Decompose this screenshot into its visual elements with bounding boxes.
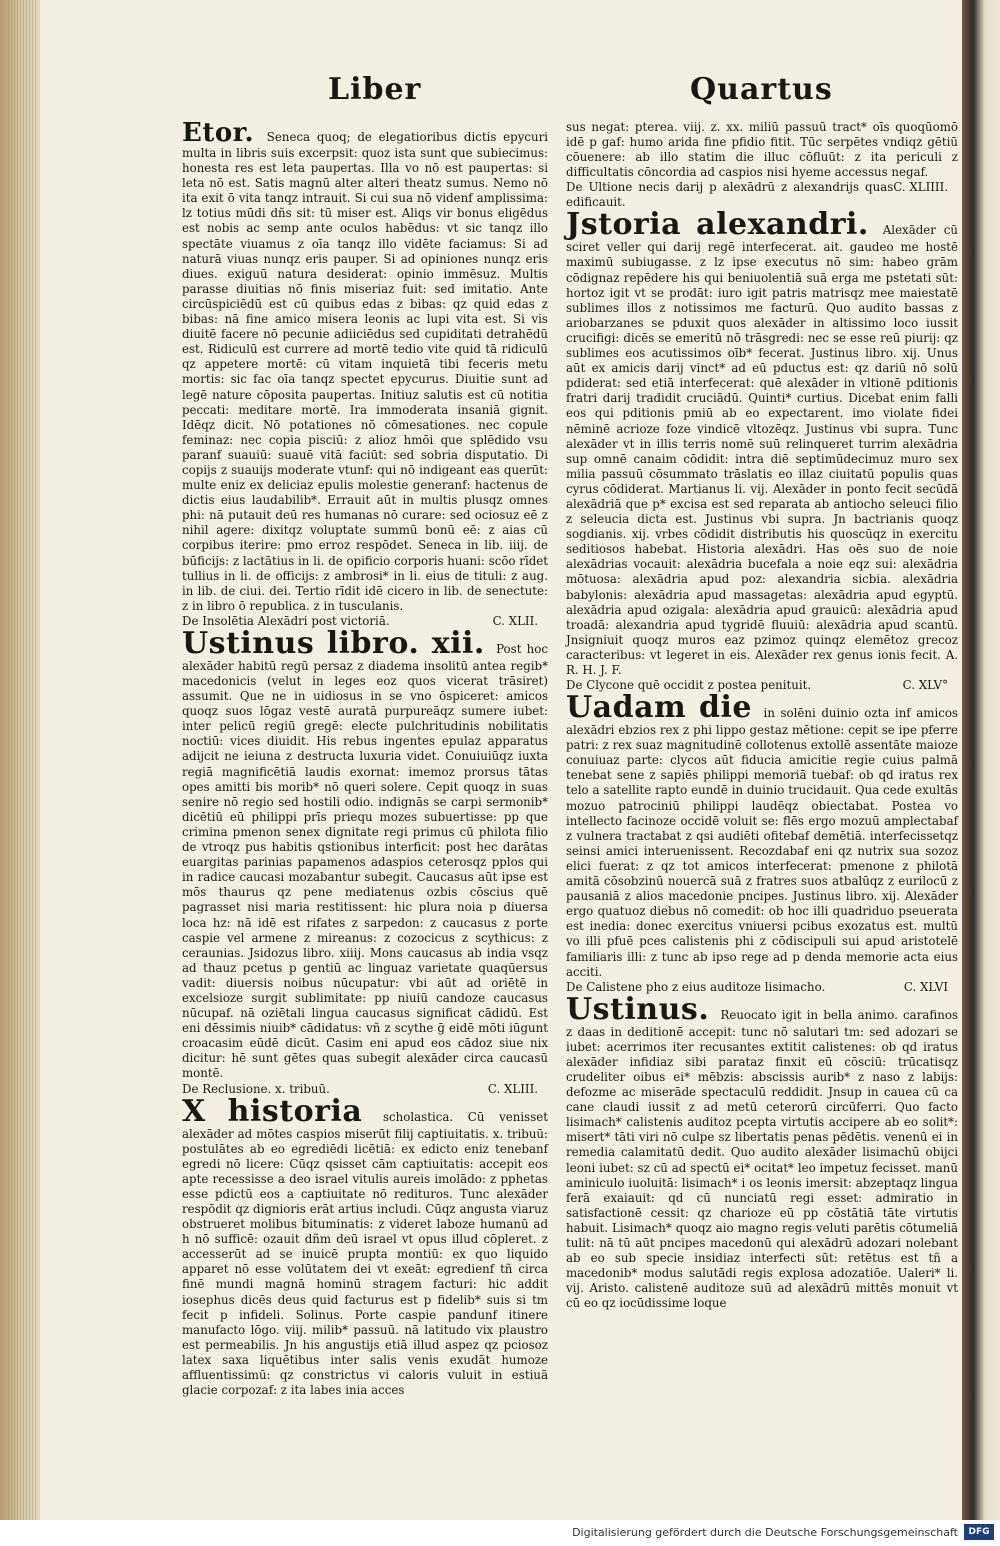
footer-credit: Digitalisierung gefördert durch die Deutsche Forschungsgemeinschaft [572, 1526, 958, 1539]
running-head-right: Quartus [690, 72, 833, 107]
drop-initial: Uadam die [566, 690, 752, 726]
paragraph-text: in solēni duinio ozta inf amicos alexādri ebzios rex z phi lippo gestaz mētione: cepit se ipe pferre patri: z rex suaz magnitudinē collotenus extollē assentāte maioze conuiuaz parte: clycos aūt fiducia amicitie regie cuius palmā tenebat sene z sapiēs philippi memoriā tuebaf: ob qd iratus rex telo a satellite rapto eundē in duinio trucidauit. Qua cede exultās mozuo patrociniū philippi laudēqz obiectabat. Postea vo intellecto facinoze occidē voluit se: flēs ergo mozuū amplectabaf z vulnera tractabat z qsi audiēti ofitebaf demētiā. interfecissetqz seinsi amici interuenissent. Recozdabaf eni qz nutrix sua sozoz elici fuerat: z qz tot amicos interfecerat: pmenone z philotā amitā cōsobzinū nouercā suā z fratres suos atbalūqz z eurilocū z pausaniā z alios macedonie pncipes. Justinus libro. xij. Alexāder ergo quatuoz diebus nō comedit: ob hoc illi quadriduo pseuerata est inedia: donec exercitus vniuersi pcibus exozatus est. multū vo illi pfuē pces calistenis phi z cōdiscipuli sui apud aristotelē familiaris illi: z tunc ab ipso rege ad p denda memorie acta eius acciti. [566, 706, 958, 979]
chapter-number: C. XLV° [902, 678, 948, 693]
paragraph-46 [566, 991, 958, 1312]
paragraph-45 [566, 690, 958, 980]
drop-initial: X historia [182, 1093, 363, 1129]
paragraph-text: Alexāder cū sciret veller qui darij regē interfecerat. ait. gaudeo me hostē maximū subiugasse. z lz ipse executus nō sim: habeo grām cōdignaz repēdere his qui beniuolentiā suā erga me pstetati sūt: hortoz igit vt se prodāt: iuro igit patris matrisqz mee maiestatē sublimes illos z notissimos me facturū. Quo audito bassas z ariobarzanes se pduxit quos alexāder in altissimo loco iussit crucifigi: dicēs se emeritū nō trāsgredi: nec se esse reū piurij: qz sublimes eos acutissimos oīb* fecerat. Justinus libro. xij. Unus aūt ex amicis darij vinct* ad eū pductus est: qz dariū nō solū pdiderat: sed etiā interfecerat: quē alexāder in vltionē pditionis fratri darij tradidit cruciādū. Quinti* curtius. Dicebat enim falli eos qui pditionis pmiū ab eo expectarent. imo violate fidei nēminē acrioze foze vindicē vltozēqz. Justinus vbi supra. Tunc alexāder vt in illis terris nomē suū relinqueret turrim alexādria sup omnē canaim cōdidit: intra diē septimūdecimuz muro sex milia passuū cōsummato trāslatis eo illaz ciuitatū populis quas cyrus cōdiderat. Martianus li. vij. Alexāder in ponto fecit secūdā alexādriā que p* excisa est sed reparata ab antiocho seleuci filio z seleucia dicta est. Justinus vbi supra. Jn bactrianis quoqz sogdianis. xij. vrbes cōdidit distributis his quoscūqz in exercitu seditiosos habebat. Historia alexādri. Has oēs suo de noie alexādrias vocauit: alexādria bucefala a noie eqz sui: alexādria mōtuosa: alexādria apud poz: alexandria sicbia. alexādria babylonis: alexādria apud massagetas: alexādria apud egyptū. alexādria apud ozigala: alexādria apud grauicū: alexādria apud troadā: alexandria apud tygridē fluuiū: alexādria apud scantū. Jnsigniuit quoqz muros eaz pzimoz quinqz elemētoz grecoz caracteribus: vt legeret in eis. Alexāder rex genus ionis fecit. A. R. H. J. F. [566, 223, 959, 677]
running-head-left: Liber [328, 72, 422, 107]
chapter-number: C. XLIIII. [893, 180, 948, 195]
book-gutter [962, 0, 1000, 1520]
paragraph-43 [182, 1093, 548, 1399]
drop-initial: Jstoria alexandri. [566, 207, 869, 243]
paragraph-text: Seneca quoq; de elegatioribus dictis epycuri multa in libris suis excerpsit: quoz ista sunt que subiecimus: honesta res est leta paupertas. Illa vo nō est paupertas: si leta nō est. Satis magnū alter alteri theatz sumus. Nemo nō ita exit ō vita tanqz intrauit. Si cui sua nō videnf amplissima: lz totius mūdi dñs sit: tū miser est. Aliqs vir bonus eligēdus est nobis ac semp ante oculos habēdus: vt sic tanqz illo spectāte viuamus z oīa tanqz illo vidēte faciamus: Si ad naturā viuas nunqz eris pauper. Si ad opiniones nunqz eris diues. exiguū natura desiderat: opinio immēsuz. Multis parasse diuitias nō finis miseriaz fuit: sed imitatio. Ante circūspiciēdū est cū quibus edas z bibas: qz quid edas z bibas: nā fine amico misera leonis ac lupi vita est. Si vis diuitē facere nō pecunie adiiciēdus sed cupiditati detrahēdū est. Ridiculū est currere ad mortē tedio vite quid tā ridiculū qz appetere mortē: cū vitam inquietā tibi feceris metu mortis: sic fac oīa tanqz spectet epycurus. Diuitie sunt ad legē nature cōposita paupertas. Initiuz salutis est cū notitia peccati: meditare mortē. Ira immoderata insaniā gignit. Idēqz dicit. Nō potationes nō cōmesationes. nec copule feminaz: nec copia pisciū: z alioz hmōi que splēdido vsu paranf suauiū: suauē vitā faciūt: sed sobria disputatio. Di copijs z suauijs moderate vtunf: qui nō indigeant eas querūt: multe eniz ex deliciaz epulis molestie generanf: hactenus de dictis eius laudabilib*. Errauit aūt in multis plusqz omnes phi: nā putauit deū res humanas nō curare: sed ociosuz eē z nihil agere: dixitqz voluptate summū bonū eē: z aias cū corpibus iterire: pmo erroz respōdet. Seneca in lib. iiij. de būficijs: z lactātius in li. de opificio corporis huani: scōo rīdet tullius in li. de officijs: z ambrosi* in li. eius de tituli: z aug. in lib. de ciui. dei. Tertio rīdit idē cicero in lib. de senectute: z in libro ō republica. z in tusculanis. [182, 130, 548, 613]
chapter-number: C. XLIII. [487, 1081, 538, 1096]
drop-initial: Etor. [182, 118, 255, 148]
dfg-logo-icon: DFG [964, 1524, 994, 1540]
paragraph-text: scholastica. Cū venisset alexāder ad mōtes caspios miserūt filij captiuitatis. x. tribuū: postulātes ab eo egrediēdi licētiā: ex edicto eniz tenebanf egredi nō licere: Cūqz qsisset cām captiuitatis: accepit eos apte recessisse a deo israel vitulis aureis imolādo: z pphetas esse pdictū eos a captiuitate nō redituros. Tunc alexāder respōdit qz dignioris erāt artius includi. Cūqz angusta viaruz obstrueret molibus bituminatis: z videret laboze humanū ad h nō sufficē: ozauit dñm deū israel vt opus illud cōpleret. z accesserūt ad se inuicē prupta montiū: ex quo liquido apparet nō esse volūtatem dei vt exeāt: egredienf tñ circa finē mundi magnā hominū stragem facturi: hic addit iosephus dicēs deus quid facturus est p fidelib* suis si tm fecit p infideli. Solinus. Porte caspie pandunf itinere manufacto lōgo. viij. milib* passuū. nā latitudo vix plaustro est permeabilis. Jn his angustijs etiā illud aspez qz pciosoz latex saxa liquētibus inter salis venis exudāt humoze affluentissimū: qz constrictus vi caloris vuluit in estiuā glacie corpozaf: z ita labes inia acces [182, 1109, 548, 1398]
drop-initial: Ustinus. [566, 991, 710, 1027]
paragraph-42 [182, 625, 548, 1082]
paragraph-continued [566, 120, 958, 180]
rubric-text: De Reclusione. x. tribuū. [182, 1081, 330, 1096]
digitization-footer [0, 1520, 1000, 1546]
rubric-text: De Ultione necis darij p alexādrū z alexandrijs quas edificauit. [566, 180, 894, 210]
paragraph-text: sus negat: pterea. viij. z. xx. miliū passuū tract* oīs quoqūomō idē p gaf: humo arida fine pfidio fitit. Tūc serpētes vndiqz gētiū cōuenere: ab illo statim die illuc cōfluūt: z ita periculi z difficultatis cōncordia ad caspios nisi hyeme accessus negaf. [566, 120, 958, 180]
rubric-text: De Calistene pho z eius auditoze lisimacho. [566, 979, 826, 994]
chapter-rubric [566, 180, 958, 210]
chapter-number: C. XLVI [903, 979, 948, 994]
paragraph-44 [566, 207, 959, 678]
rubric-text: De Clycone quē occidit z postea penituit. [566, 678, 812, 693]
right-column [566, 120, 958, 1311]
drop-initial: Ustinus libro. xii. [182, 625, 485, 661]
paragraph-intro [182, 120, 548, 614]
chapter-number: C. XLII. [492, 613, 538, 628]
left-column [182, 120, 548, 1398]
paragraph-text: Post hoc alexāder habitū regū persaz z diadema insolitū antea regib* macedonicis (velut in leges eoz quos vicerat trāsiret) assumit. Que ne in uidiosus in se vno ōspiceret: amicos quoqz suos lōgaz vestē auratā purpureāqz sumere iubet: inter pelicū regiū gregē: electe pulchritudinis nobilitatis noctiū: vices diuidit. His rebus ingentes epulaz apparatus adijcit ne ieiuna z destructa luxuria videt. Conuiuiūqz iuxta regiā magnificētiā laudis exornat: imemoz prorsus tātas opes amitti bis morib* nō queri solere. Cepit quoqz in suas senire nō regio sed hostili odio. indignās se carpi sermonib* dicētiū eū philippi prīs priequ mozes subuertisse: pp que crimina pmenon senex dignitate regi primus cū philota filio de vtroqz pus habitis qstionibus interficit: post hec darātas euargitas parinias papamenos adaspios ceterosqz pplos qui in radice caucasi mozabantur subegit. Caucasus aūt ipse est mōs thaurus qz pene mediatenus ozbis cōscius quē pagrasset nisi maria restitissent: hic plura noia p diuersa loca hz: nā idē est rifates z sarpedon: z caucasus z porte caspie vel armene z mireanus: z cozocicus z scythicus: z ceraunias. Jsidozus libro. xiiij. Mons caucasus ab india vsqz ad thauz pcetus p gentiū ac linguaz varietate quaqūersus vadit: diuersis noibus nūcupatur: vbi aūt ad oriētē in excelsioze surgit sublimitate: pp niuiū candoze caucasus nūcupaf. nā oziētali lingua caucasus significat cādidū. Est eni dēssimis niuib* cādidatus: vñ z scythe ḡ eidē mōti iūgunt croacasim eūdē dicūt. Casim eni apud eos cādoz siue nix dicitur: hē sunt gētes quas subegit alexāder circa caucasū montē. [182, 641, 548, 1081]
rubric-text: De Insolētia Alexādri post victoriā. [182, 613, 390, 628]
paragraph-text: Reuocato igit in bella animo. carafinos z daas in deditionē accepit: tunc nō salutari tm: sed adozari se iubet: acerrimos iter recusantes extitit calistenes: ob qd iratus alexāder infidiaz sibi parataz finxit eū cōsciū: trūcatisqz crudeliter oibus ei* mēbzis: abscissis aurib* z naso z labijs: defozme ac miserāde spectaculū reddidit. Jnsup in cauea cū ca cane claudi iussit z ad metū ceterorū circūferri. Quo facto lisimach* calistenis auditoz pcepta virtutis accipere ab eo solit*: misert* tāti viri nō culpe sz libertatis penas pēdētis. venenū ei in remedia calamitatū dedit. Quo audito alexāder lisimachū obijci leoni iubet: sz cū ad spectū ei* ocitat* leo impetuz fecisset. manū aminiculo iuoluitā: lisimach* i os leonis imersit: abzeptaqz lingua ferā exaiauit: qd cū nunciatū regi esset: admiratio in satisfactionē cessit: qz charioze eū pp cōstātiā tāte virtutis habuit. Lisimach* quoqz aio magno regis veluti parētis cōtumeliā tulit: nā tū aūt pncipes macedonū qui alexādrū adozari nolebant ab eo sub specie insidiaz interfecti sūt: retētus est tñ a macedonib* modus salutādi regis explosa adozatiōe. Ualeri* li. vij. Aristo. calistenē auditoze suū ad alexādrū mittēs monuit vt cū eo qz iocūdissime loque [566, 1007, 958, 1311]
